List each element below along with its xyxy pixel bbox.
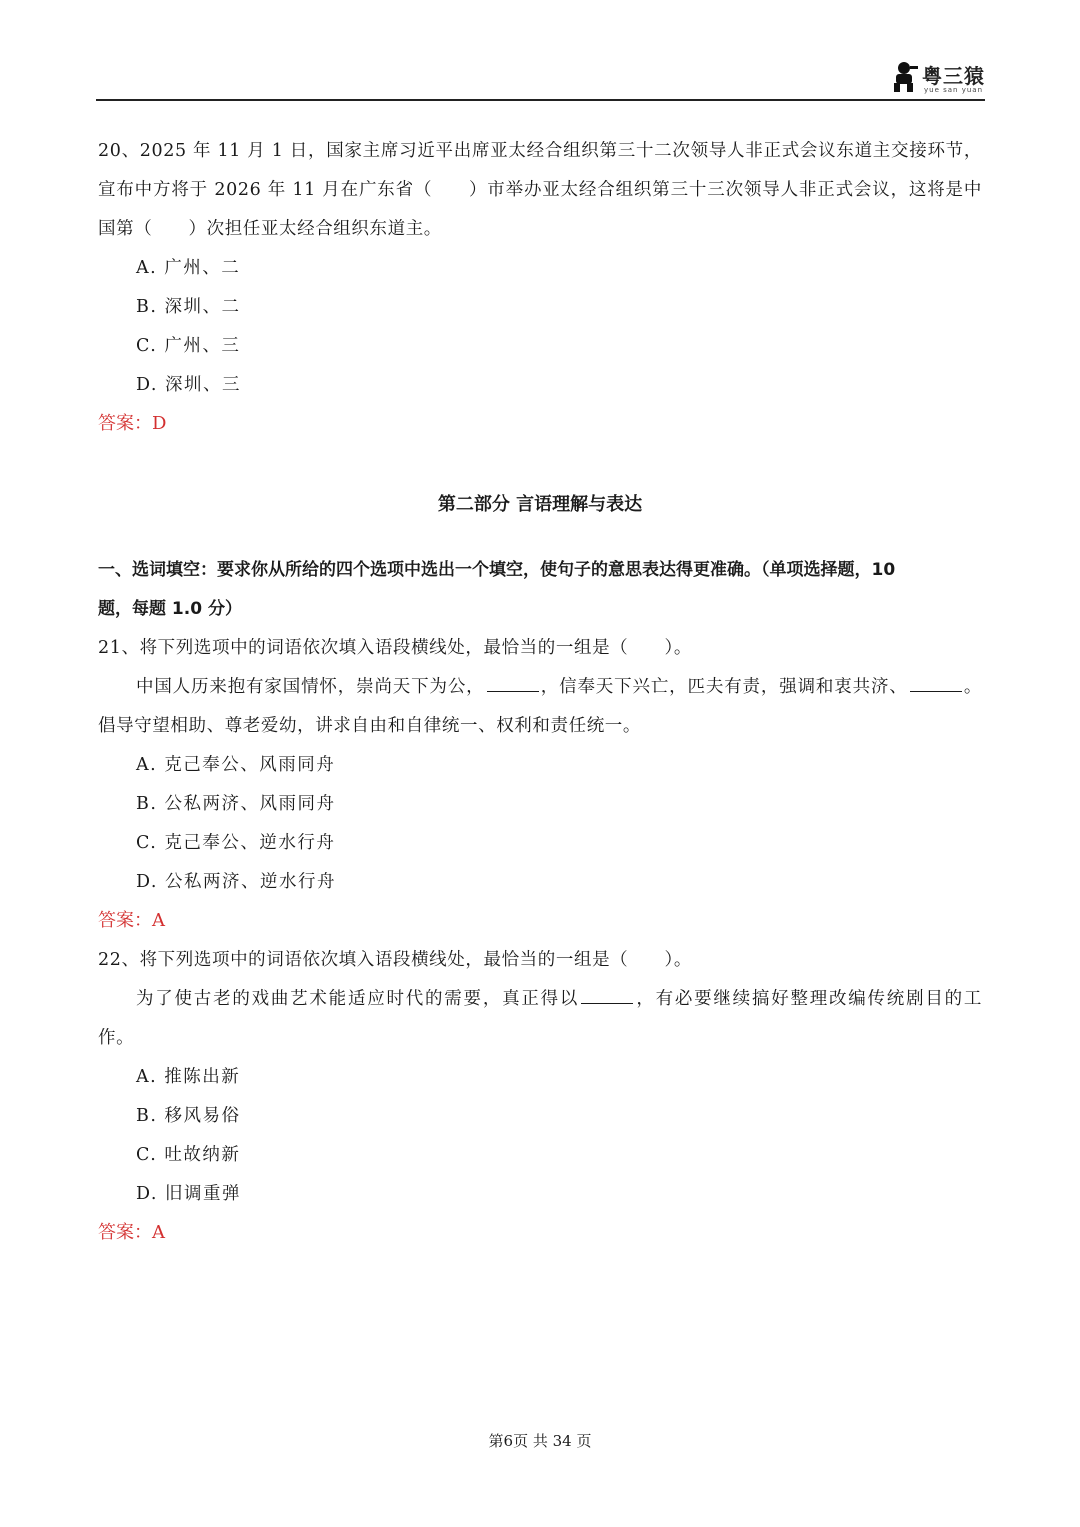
q20-option-c: C. 广州、三 [136,336,241,356]
page-number: 第6页 共 34 页 [488,1432,592,1450]
q22-passage-text-a: 为了使古老的戏曲艺术能适应时代的需要，真正得以 [136,989,580,1009]
q22-option-a: A. 推陈出新 [136,1067,241,1087]
header-divider [96,99,985,101]
q22-option-d: D. 旧调重弹 [136,1184,242,1204]
q20-line-2: 宣布中方将于 2026 年 11 月在广东省（ ）市举办亚太经合组织第三十三次领导人非正式会议，这将是中 [98,180,982,200]
q21-passage-line-2: 倡导守望相助、尊老爱幼，讲求自由和自律统一、权利和责任统一。 [98,716,641,736]
q22-answer: 答案：A [98,1222,165,1243]
q21-option-b: B. 公私两济、风雨同舟 [136,794,336,814]
section-title: 第二部分 言语理解与表达 [437,494,643,515]
q22-passage-line-1 [136,987,982,1011]
q22-blank [581,987,633,1004]
q20-line-3: 国第（ ）次担任亚太经合组织东道主。 [98,219,442,239]
q20-answer: 答案：D [98,413,167,434]
q21-blank-1 [487,675,539,692]
q20-option-d: D. 深圳、三 [136,375,242,395]
brand-subtitle: yue san yuan [924,86,984,94]
q21-passage-line-1 [136,675,982,699]
q21-passage-text-c: 。 [963,677,982,697]
q21-stem: 21、将下列选项中的词语依次填入语段横线处，最恰当的一组是（ ）。 [98,638,692,658]
q22-option-b: B. 移风易俗 [136,1106,241,1126]
q22-passage-text-b: ，有必要继续搞好整理改编传统剧目的工 [635,989,982,1009]
q21-passage-text-a: 中国人历来抱有家国情怀，崇尚天下为公， [136,677,485,697]
q20-line-1: 20、2025 年 11 月 1 日，国家主席习近平出席亚太经合组织第三十二次领导人非正式会议东道主交接环节， [98,141,982,161]
section-instruction-line-2: 题，每题 1.0 分） [98,599,242,619]
q22-option-c: C. 吐故纳新 [136,1145,241,1165]
q21-answer: 答案：A [98,910,165,931]
brand-name: 粤三猿 [922,64,985,88]
section-instruction-line-1: 一、选词填空：要求你从所给的四个选项中选出一个填空，使句子的意思表达得更准确。（单项选择题，10 [98,560,896,580]
q21-passage-text-b: ，信奉天下兴亡，匹夫有责，强调和衷共济、 [540,677,908,697]
q21-option-c: C. 克己奉公、逆水行舟 [136,833,336,853]
q20-option-a: A. 广州、二 [136,258,241,278]
brand-logo [886,58,986,98]
q22-stem: 22、将下列选项中的词语依次填入语段横线处，最恰当的一组是（ ）。 [98,950,692,970]
q20-option-b: B. 深圳、二 [136,297,241,317]
q21-option-d: D. 公私两济、逆水行舟 [136,872,337,892]
monkey-logo-icon [890,60,920,94]
q21-option-a: A. 克己奉公、风雨同舟 [136,755,336,775]
q21-blank-2 [910,675,962,692]
q22-passage-line-2: 作。 [98,1028,135,1048]
